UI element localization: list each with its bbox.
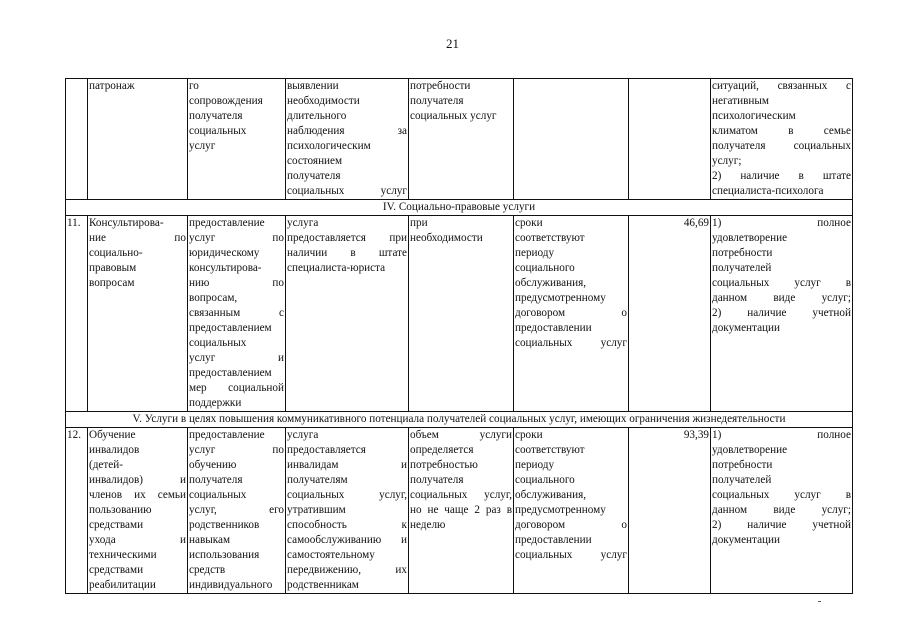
cell-line: психологическим: [287, 140, 371, 152]
table-row-continuation: [66, 79, 853, 200]
cell-service-name: [88, 428, 188, 594]
cell-line: специалиста-психолога: [712, 185, 824, 197]
cell-number: [66, 79, 88, 200]
cell-service-description: [188, 428, 286, 594]
cell-line: обслуживания,: [515, 277, 587, 289]
cell-line: правовым: [89, 262, 137, 274]
cell-line: необходимости: [287, 95, 360, 107]
cell-line: инвалидов: [89, 444, 140, 456]
cell-line: предоставляется: [287, 444, 366, 456]
cell-line: консультирова-: [189, 262, 262, 274]
cell-line: средствами: [89, 519, 144, 531]
cell-line: поддержки: [189, 397, 242, 409]
cell-line: вопросам: [89, 277, 135, 289]
cell-line: предусмотренному: [515, 504, 606, 516]
cell-line: услуг по: [189, 232, 284, 244]
cell-service-name: [88, 79, 188, 200]
cell-line: социальных: [189, 125, 247, 137]
cell-line: самостоятельному: [287, 549, 375, 561]
cell-line: услуг по: [189, 444, 284, 456]
section-header-row: [66, 412, 853, 428]
cell-line: социальных услуг: [515, 337, 627, 349]
cell-line: средств: [189, 564, 226, 576]
cell-line: членов их семьи: [89, 489, 186, 501]
cell-line: наблюдения за: [287, 125, 407, 137]
cell-line: родственникам: [287, 579, 359, 591]
cell-line: но не чаще 2 раз в: [410, 504, 512, 516]
cell-service-terms: [514, 428, 629, 594]
cell-line: 2) наличие в штате: [712, 170, 851, 182]
section-4-heading: IV. Социально-правовые услуги: [66, 200, 853, 216]
cell-line: сроки: [515, 217, 543, 229]
cell-line: инвалидов) и: [89, 474, 186, 486]
cell-line: 2) наличие учетной: [712, 519, 851, 531]
cell-line: необходимости: [410, 232, 483, 244]
cell-service-terms: [514, 79, 629, 200]
cell-line: объем услуги: [410, 429, 512, 441]
cell-line: техническими: [89, 549, 157, 561]
cell-service-terms: [514, 216, 629, 412]
cell-line: индивидуального: [189, 579, 273, 591]
cell-line: услуг и: [189, 352, 284, 364]
cell-line: реабилитации: [89, 579, 156, 591]
cell-line: навыкам: [189, 534, 231, 546]
cell-line: ухода и: [89, 534, 186, 546]
cell-line: социального: [515, 262, 575, 274]
cell-line: социальных услуг,: [287, 489, 407, 501]
cell-line: предусмотренному: [515, 292, 606, 304]
cell-line: 1) полное: [712, 217, 851, 229]
cell-line: Обучение: [89, 429, 136, 441]
cell-service-name: [88, 216, 188, 412]
cell-line: самообслуживанию и: [287, 534, 407, 546]
cell-line: выявлении: [287, 80, 339, 92]
cell-line: вопросам,: [189, 292, 238, 304]
cell-line: нию по: [189, 277, 284, 289]
section-header-row: [66, 200, 853, 216]
cell-line: социально-: [89, 247, 143, 259]
cell-line: предоставление: [189, 429, 265, 441]
cell-line: социальных услуг: [410, 110, 497, 122]
cell-line: предоставляется при: [287, 232, 407, 244]
cell-line: использования: [189, 549, 260, 561]
cell-line: данном виде услуг;: [712, 292, 851, 304]
cell-line: услуга: [287, 429, 319, 441]
cell-service-volume: [409, 79, 514, 200]
cell-service-description: [188, 216, 286, 412]
cell-number: 12.: [66, 428, 88, 594]
table-row-12: [66, 428, 853, 594]
cell-line: документации: [712, 322, 780, 334]
cell-line: ние по: [89, 232, 186, 244]
cell-line: услуг: [189, 140, 216, 152]
cell-line: климатом в семье: [712, 125, 851, 137]
cell-line: социальных услуг: [287, 185, 407, 197]
cell-line: получателей: [712, 474, 772, 486]
cell-line: документации: [712, 534, 780, 546]
cell-line: услуг;: [712, 155, 742, 167]
cell-line: предоставлением: [189, 322, 272, 334]
cell-line: удовлетворение: [712, 444, 788, 456]
cell-line: получателя: [287, 170, 341, 182]
cell-line: удовлетворение: [712, 232, 788, 244]
cell-line: услуга: [287, 217, 319, 229]
cell-line: социальных услуг: [515, 549, 627, 561]
cell-line: способность к: [287, 519, 407, 531]
cell-line: социальных: [189, 489, 247, 501]
cell-line: социального: [515, 474, 575, 486]
cell-line: получателя: [189, 110, 243, 122]
cell-line: предоставлении: [515, 322, 592, 334]
services-table: [65, 78, 853, 594]
cell-line: передвижению, их: [287, 564, 407, 576]
cell-line: соответствуют: [515, 444, 585, 456]
cell-line: средствами: [89, 564, 144, 576]
cell-line: при: [410, 217, 428, 229]
cell-line: длительного: [287, 110, 347, 122]
cell-line: получателям: [287, 474, 348, 486]
cell-line: наличии в штате: [287, 247, 407, 259]
cell-line: 1) полное: [712, 429, 851, 441]
cell-quality-indicators: [711, 216, 853, 412]
cell-line: сопровождения: [189, 95, 263, 107]
cell-line: данном виде услуг;: [712, 504, 851, 516]
cell-line: социальных услуг в: [712, 277, 851, 289]
cell-line: пользованию: [89, 504, 152, 516]
cell-line: социальных: [189, 337, 247, 349]
cell-line: Консультирова-: [89, 217, 164, 229]
cell-service-conditions: [286, 428, 409, 594]
cell-line: периоду: [515, 247, 555, 259]
cell-line: потребности: [712, 459, 773, 471]
cell-line: потребностью: [410, 459, 478, 471]
cell-line: периоду: [515, 459, 555, 471]
section-5-heading: V. Услуги в целях повышения коммуникативного потенциала получателей социальных услуг, имеющих ограничения жизнедеятельности: [66, 412, 853, 428]
cell-line: (детей-: [89, 459, 123, 471]
cell-tariff: 46,69: [629, 216, 711, 412]
cell-quality-indicators: [711, 428, 853, 594]
cell-line: получателя: [410, 95, 464, 107]
cell-line: получателя: [189, 474, 243, 486]
cell-line: предоставлении: [515, 534, 592, 546]
scan-mark: [818, 601, 821, 602]
cell-number: 11.: [66, 216, 88, 412]
cell-line: инвалидам и: [287, 459, 407, 471]
cell-line: связанным с: [189, 307, 284, 319]
cell-quality-indicators: [711, 79, 853, 200]
cell-tariff: [629, 79, 711, 200]
cell-line: получателя социальных: [712, 140, 851, 152]
cell-line: го: [189, 80, 199, 92]
cell-line: патронаж: [89, 80, 135, 92]
cell-service-conditions: [286, 79, 409, 200]
cell-line: утратившим: [287, 504, 346, 516]
cell-line: негативным: [712, 95, 769, 107]
cell-line: предоставлением: [189, 367, 272, 379]
cell-line: обслуживания,: [515, 489, 587, 501]
cell-line: ситуаций, связанных с: [712, 80, 851, 92]
cell-line: потребности: [712, 247, 773, 259]
cell-line: неделю: [410, 519, 446, 531]
cell-line: специалиста-юриста: [287, 262, 386, 274]
cell-service-volume: [409, 216, 514, 412]
cell-line: родственников: [189, 519, 260, 531]
cell-line: психологическим: [712, 110, 796, 122]
cell-line: сроки: [515, 429, 543, 441]
table-row-11: [66, 216, 853, 412]
cell-line: социальных услуг в: [712, 489, 851, 501]
cell-service-volume: [409, 428, 514, 594]
cell-service-description: [188, 79, 286, 200]
cell-line: договором о: [515, 519, 627, 531]
cell-line: юридическому: [189, 247, 260, 259]
cell-tariff: 93,39: [629, 428, 711, 594]
cell-line: определяется: [410, 444, 474, 456]
cell-line: договором о: [515, 307, 627, 319]
cell-line: потребности: [410, 80, 471, 92]
cell-service-conditions: [286, 216, 409, 412]
cell-line: социальных услуг,: [410, 489, 512, 501]
cell-line: услуг, его: [189, 504, 284, 516]
page-number: 21: [446, 36, 459, 51]
cell-line: обучению: [189, 459, 237, 471]
cell-line: соответствуют: [515, 232, 585, 244]
cell-line: предоставление: [189, 217, 265, 229]
cell-line: получателей: [712, 262, 772, 274]
cell-line: 2) наличие учетной: [712, 307, 851, 319]
cell-line: мер социальной: [189, 382, 284, 394]
cell-line: получателя: [410, 474, 464, 486]
cell-line: состоянием: [287, 155, 343, 167]
